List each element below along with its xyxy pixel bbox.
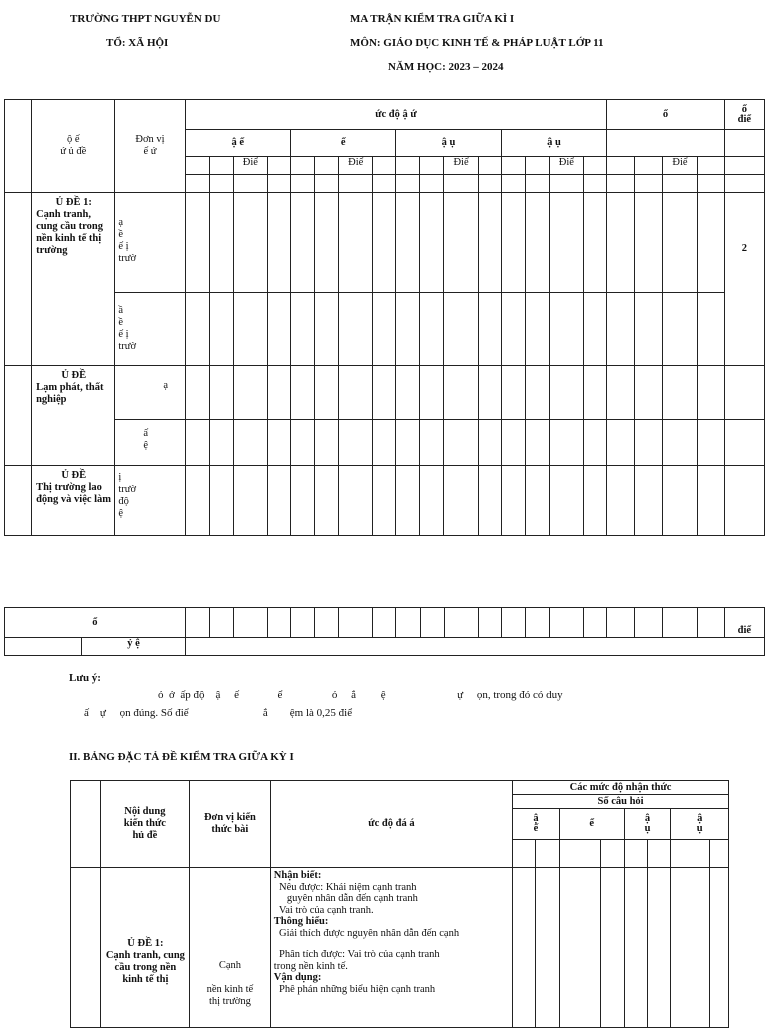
spec-header-desc: ức độ đá á bbox=[270, 781, 512, 868]
unit-3a: ị trườ độ ệ bbox=[115, 466, 185, 536]
desc-line: Nêu được: Khái niệm cạnh tranh bbox=[273, 881, 417, 893]
header-content: ộ ế ứ ủ đề bbox=[32, 100, 115, 193]
spec-table bbox=[70, 780, 729, 1028]
header-score: ổ điể bbox=[724, 100, 764, 130]
spec-header-count: Số câu hỏi bbox=[513, 795, 729, 809]
school-year: NĂM HỌC: 2023 – 2024 bbox=[388, 61, 504, 73]
spec-level-1: ậ ế bbox=[513, 809, 560, 840]
summary-total-label: ổ bbox=[5, 608, 186, 638]
pts-label: Điể bbox=[339, 157, 373, 175]
spec-level-4: ậ ụ bbox=[671, 809, 729, 840]
doc-title: MA TRẬN KIỂM TRA GIỮA KÌ I bbox=[350, 13, 515, 25]
unit-2a: ạ bbox=[115, 366, 185, 420]
note-label: Lưu ý: bbox=[69, 672, 101, 684]
topic-2-name: Lạm phát, thất nghiệp bbox=[36, 382, 104, 405]
desc-nhan-biet: Nhận biết: bbox=[273, 870, 322, 881]
topic-1-label: Ủ ĐỀ 1: bbox=[55, 197, 92, 208]
spec-topic-1 bbox=[100, 868, 189, 1028]
doc-subject: MÔN: GIÁO DỤC KINH TẾ & PHÁP LUẬT LỚP 11 bbox=[350, 37, 604, 49]
spec-unit-1: Cạnh nền kinh tế thị trường bbox=[190, 868, 271, 1028]
desc-line: Phân tích được: Vai trò của cạnh tranh bbox=[273, 949, 440, 960]
school-name: TRƯỜNG THPT NGUYỄN DU bbox=[70, 13, 221, 25]
desc-line: guyên nhân dẫn đến cạnh tranh bbox=[273, 893, 418, 904]
desc-line: Phê phán những biểu hiện cạnh tranh bbox=[273, 983, 436, 995]
pts-label: Điể bbox=[549, 157, 583, 175]
topic-1 bbox=[32, 193, 115, 366]
topic-3 bbox=[32, 466, 115, 536]
header-level-3: ậ ụ bbox=[396, 130, 501, 157]
note-line-1: ỏ ở ấp độ ậ ế ể ỏ ắ ệ ự ọn, trong đó có duy bbox=[158, 689, 563, 701]
header-total: ổ bbox=[607, 100, 724, 130]
topic-3-label: Ủ ĐỀ bbox=[61, 470, 87, 481]
header-level-2: ể bbox=[290, 130, 395, 157]
spec-level-2: ể bbox=[559, 809, 624, 840]
topic-2 bbox=[32, 366, 115, 466]
desc-line: Vai trò của cạnh tranh. bbox=[273, 904, 374, 916]
spec-topic-1-label: Ủ ĐỀ 1: bbox=[127, 938, 164, 949]
header-unit: Đơn vị ế ứ bbox=[115, 100, 185, 193]
desc-line: Giải thích được nguyên nhân dẫn đến cạnh bbox=[273, 927, 460, 939]
header-level-1: ậ ế bbox=[185, 130, 290, 157]
unit-1b: ầ ề ế ị trườ bbox=[115, 293, 185, 366]
col-stt bbox=[5, 100, 32, 193]
pts-label: Điể bbox=[444, 157, 478, 175]
topic-3-name: Thị trường lao động và việc làm bbox=[36, 482, 112, 505]
desc-line: trong nền kinh tế. bbox=[273, 960, 348, 972]
topic-1-name: Cạnh tranh, cung cầu trong nền kinh tế thị trường bbox=[36, 209, 103, 256]
section-2-title: II. BẢNG ĐẶC TẢ ĐỀ KIỂM TRA GIỮA KỲ I bbox=[69, 751, 294, 763]
pts-label: Điể bbox=[663, 157, 697, 175]
spec-header-unit: Đơn vị kiến thức bài bbox=[190, 781, 271, 868]
desc-thong-hieu: Thông hiểu: bbox=[273, 916, 329, 927]
note-line-2: ấ ự ọn đúng. Số điể ắ ệm là 0,25 điể bbox=[84, 707, 353, 719]
spec-header-levels: Các mức độ nhận thức bbox=[513, 781, 729, 795]
header-levels: ức độ ậ ứ bbox=[185, 100, 607, 130]
desc-van-dung: Vận dụng: bbox=[273, 972, 322, 983]
header-level-4: ậ ụ bbox=[501, 130, 607, 157]
unit-1a: ạ ề ế ị trườ bbox=[115, 193, 185, 293]
spec-header-content: Nội dung kiến thức hủ đề bbox=[100, 781, 189, 868]
pts-label: Điể bbox=[233, 157, 267, 175]
spec-desc-1 bbox=[270, 868, 512, 1028]
unit-2b: ấ ệ bbox=[115, 420, 185, 466]
department-name: TỔ: XÃ HỘI bbox=[106, 37, 169, 49]
topic-1-score: 2 bbox=[724, 193, 764, 366]
matrix-table bbox=[4, 99, 765, 536]
topic-2-label: Ủ ĐỀ bbox=[61, 370, 87, 381]
summary-ratio-label: ỷ ệ bbox=[82, 638, 185, 656]
summary-score-label: điể bbox=[724, 608, 764, 638]
spec-topic-1-name: Cạnh tranh, cung cầu trong nền kinh tế thị bbox=[105, 950, 185, 985]
summary-table bbox=[4, 607, 765, 656]
spec-level-3: ậ ụ bbox=[624, 809, 671, 840]
